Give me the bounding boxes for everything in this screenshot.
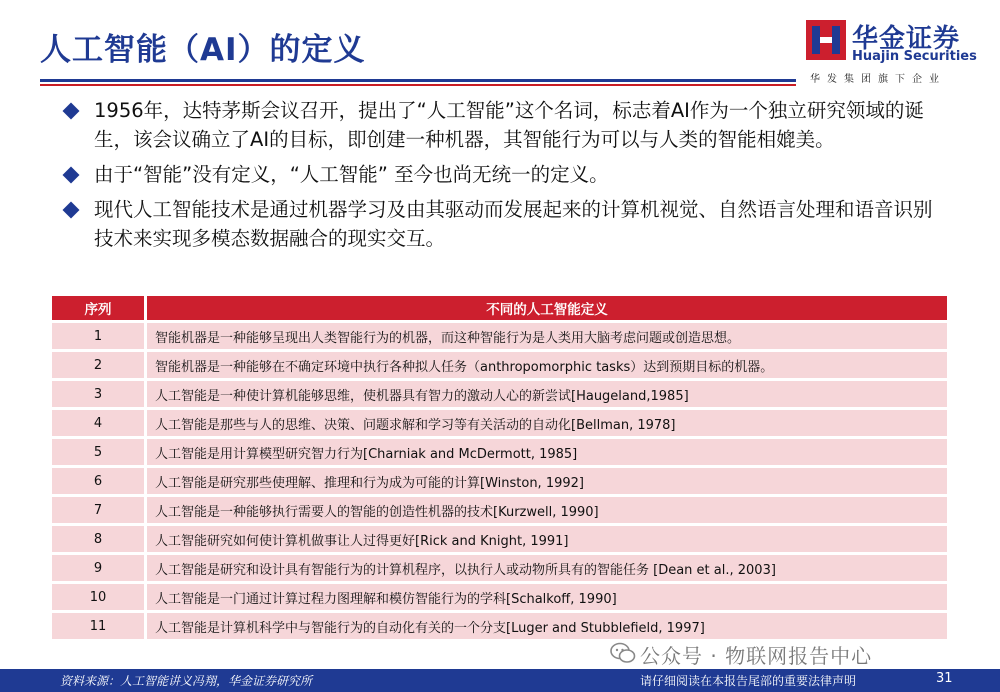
footer-legal-notice: 请仔细阅读在本报告尾部的重要法律声明 — [640, 674, 857, 688]
row-number: 5 — [52, 439, 147, 465]
diamond-bullet-icon — [63, 202, 80, 219]
huajin-logo-icon — [806, 20, 846, 60]
table-row — [52, 381, 947, 407]
bullet-list — [60, 96, 940, 259]
company-logo — [806, 14, 976, 84]
bullet-item — [60, 160, 940, 189]
wechat-icon — [610, 642, 636, 664]
title-rule-red — [40, 84, 796, 86]
table-row — [52, 613, 947, 639]
row-definition: 人工智能是用计算模型研究智力行为[Charniak and McDermott, 1985] — [147, 439, 947, 465]
table-row — [52, 584, 947, 610]
brand-name-en: Huajin Securities — [852, 49, 977, 64]
table-row — [52, 468, 947, 494]
row-definition: 人工智能是一种能够执行需要人的智能的创造性机器的技术[Kurzwell, 1990] — [147, 497, 947, 523]
row-number: 9 — [52, 555, 147, 581]
bullet-text: 由于“智能”没有定义，“人工智能” 至今也尚无统一的定义。 — [94, 163, 609, 186]
column-header-definition: 不同的人工智能定义 — [147, 296, 947, 320]
bullet-item — [60, 195, 940, 253]
bullet-text: 现代人工智能技术是通过机器学习及由其驱动而发展起来的计算机视觉、自然语言处理和语音识别技术来实现多模态数据融合的现实交互。 — [94, 198, 933, 250]
diamond-bullet-icon — [63, 103, 80, 120]
bullet-item — [60, 96, 940, 154]
row-definition: 人工智能是那些与人的思维、决策、问题求解和学习等有关活动的自动化[Bellman, 1978] — [147, 410, 947, 436]
row-definition: 智能机器是一种能够在不确定环境中执行各种拟人任务（anthropomorphic tasks）达到预期目标的机器。 — [147, 352, 947, 378]
table-row — [52, 410, 947, 436]
row-definition: 人工智能是研究和设计具有智能行为的计算机程序，以执行人或动物所具有的智能任务 [Dean et al., 2003] — [147, 555, 947, 581]
row-number: 4 — [52, 410, 147, 436]
row-definition: 人工智能研究如何使计算机做事让人过得更好[Rick and Knight, 1991] — [147, 526, 947, 552]
footer-source: 资料来源：人工智能讲义冯翔，华金证券研究所 — [60, 674, 313, 688]
bullet-text: 1956年，达特茅斯会议召开，提出了“人工智能”这个名词，标志着AI作为一个独立研究领域的诞生，该会议确立了AI的目标，即创建一种机器，其智能行为可以与人类的智能相媲美。 — [94, 99, 924, 151]
page-title: 人工智能（AI）的定义 — [40, 32, 366, 68]
page-number: 31 — [936, 671, 953, 686]
brand-tagline: 华发集团旗下企业 — [810, 74, 946, 85]
row-definition: 人工智能是研究那些使理解、推理和行为成为可能的计算[Winston, 1992] — [147, 468, 947, 494]
table-row — [52, 526, 947, 552]
ai-definitions-table — [52, 293, 947, 642]
row-number: 7 — [52, 497, 147, 523]
row-definition: 人工智能是一种使计算机能够思维，使机器具有智力的激动人心的新尝试[Haugeland,1985] — [147, 381, 947, 407]
row-number: 3 — [52, 381, 147, 407]
brand-name-cn: 华金证券 — [852, 24, 961, 54]
diamond-bullet-icon — [63, 167, 80, 184]
table-row — [52, 323, 947, 349]
table-row — [52, 497, 947, 523]
row-number: 8 — [52, 526, 147, 552]
table-header-row — [52, 296, 947, 320]
table-row — [52, 352, 947, 378]
footer-bar — [0, 669, 1000, 692]
row-definition: 人工智能是一门通过计算过程力图理解和模仿智能行为的学科[Schalkoff, 1990] — [147, 584, 947, 610]
table-row — [52, 555, 947, 581]
row-definition: 智能机器是一种能够呈现出人类智能行为的机器，而这种智能行为是人类用大脑考虑问题或创造思想。 — [147, 323, 947, 349]
column-header-sequence: 序列 — [52, 296, 147, 320]
title-rule-blue — [40, 79, 796, 82]
row-number: 2 — [52, 352, 147, 378]
watermark-text: 公众号 · 物联网报告中心 — [640, 644, 873, 668]
row-number: 10 — [52, 584, 147, 610]
row-number: 1 — [52, 323, 147, 349]
row-number: 6 — [52, 468, 147, 494]
row-number: 11 — [52, 613, 147, 639]
table-row — [52, 439, 947, 465]
row-definition: 人工智能是计算机科学中与智能行为的自动化有关的一个分支[Luger and Stubblefield, 1997] — [147, 613, 947, 639]
